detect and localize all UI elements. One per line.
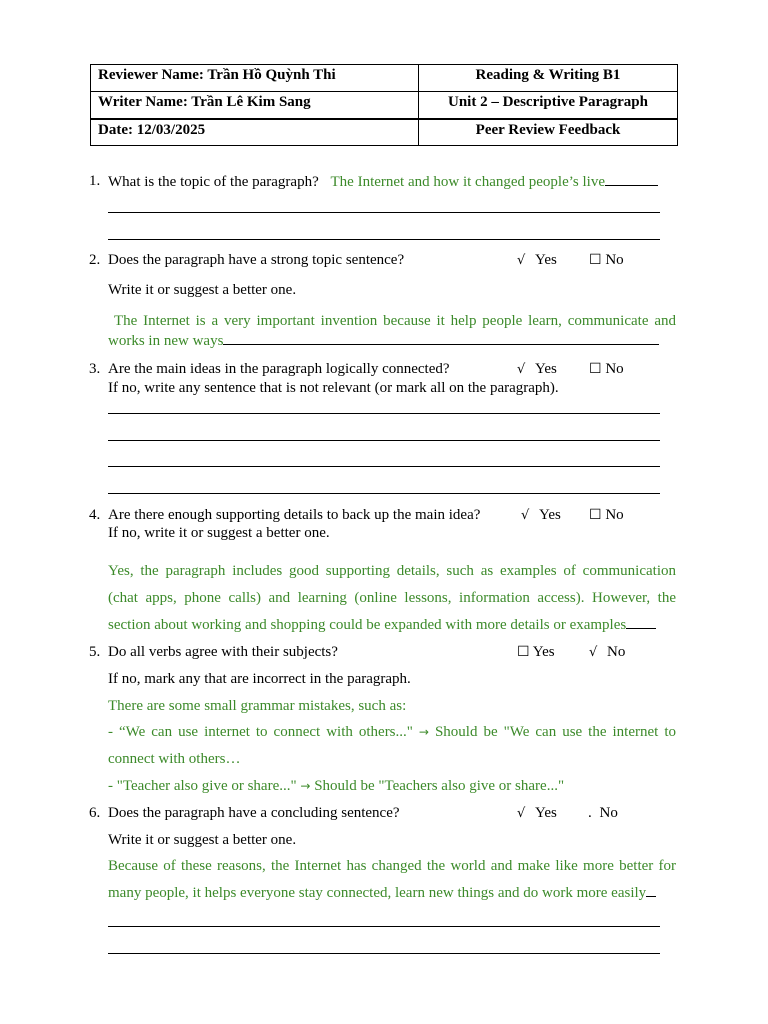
- q3-yes-option[interactable]: [517, 360, 557, 379]
- q1-blank-line-1[interactable]: [108, 212, 660, 213]
- no-label: No: [599, 805, 618, 821]
- q4-yes-option[interactable]: [521, 506, 561, 525]
- checkbox-icon: ☐: [589, 252, 602, 268]
- check-icon: √: [517, 362, 526, 377]
- review-date: Date: 12/03/2025: [91, 119, 419, 146]
- no-label: No: [607, 644, 626, 660]
- q5-answer-intro[interactable]: There are some small grammar mistakes, such as:: [108, 698, 407, 714]
- check-icon: √: [517, 806, 526, 821]
- writer-name: Writer Name: Trần Lê Kim Sang: [91, 92, 419, 119]
- q5-item-2-correction: Should be "Teachers also give or share...": [314, 778, 565, 794]
- header-table: [90, 64, 678, 146]
- checkbox-icon: ☐: [589, 361, 602, 377]
- q5-item-2[interactable]: [108, 777, 564, 795]
- q5-no-option[interactable]: [589, 643, 625, 662]
- q2-fill-line: [223, 331, 659, 345]
- yes-label: Yes: [535, 252, 557, 268]
- q2-prompt: Write it or suggest a better one.: [108, 282, 297, 298]
- q1-answer[interactable]: The Internet and how it changed people’s live: [330, 174, 605, 190]
- form-title: Peer Review Feedback: [419, 119, 678, 146]
- q3-number: 3.: [89, 361, 101, 377]
- arrow-right-icon: →: [418, 725, 429, 739]
- q3-blank-line-3[interactable]: [108, 466, 660, 467]
- q2-yes-option[interactable]: [517, 251, 557, 270]
- checkbox-icon: ☐: [517, 644, 530, 660]
- q6-no-option[interactable]: [588, 804, 618, 822]
- q2-no-option[interactable]: [589, 251, 624, 269]
- q2-number: 2.: [89, 252, 101, 268]
- q6-yes-option[interactable]: [517, 804, 557, 823]
- q6-fill-line: [646, 883, 656, 897]
- no-label: No: [605, 252, 624, 268]
- q1-blank-line-2[interactable]: [108, 239, 660, 240]
- q5-item-2-original: - "Teacher also give or share...": [108, 778, 297, 794]
- q3-no-option[interactable]: [589, 360, 624, 378]
- q1-question: [108, 172, 658, 191]
- q4-fill-line: [626, 615, 656, 629]
- q4-number: 4.: [89, 507, 101, 523]
- q4-question: Are there enough supporting details to back up the main idea?: [108, 507, 481, 523]
- q3-prompt: If no, write any sentence that is not relevant (or mark all on the paragraph).: [108, 380, 559, 396]
- yes-label: Yes: [532, 644, 555, 660]
- q6-blank-line-1[interactable]: [108, 926, 660, 927]
- no-label: No: [605, 507, 624, 523]
- unit-name: Unit 2 – Descriptive Paragraph: [419, 92, 678, 119]
- check-icon: √: [517, 253, 526, 268]
- q4-answer: Yes, the paragraph includes good supporting details, such as examples of communication (chat apps, phone calls) and learning (online lessons, information access). However, the section about working and shopping could be expanded with more details or examples: [108, 563, 676, 633]
- q6-question: Does the paragraph have a concluding sentence?: [108, 805, 400, 821]
- q5-item-1-correction: Should be "We can use the internet to connect with others…: [108, 724, 676, 767]
- q6-prompt: Write it or suggest a better one.: [108, 832, 297, 848]
- q4-answer-block[interactable]: [108, 558, 676, 638]
- no-label: No: [605, 361, 624, 377]
- check-icon: √: [589, 645, 598, 660]
- q3-blank-line-1[interactable]: [108, 413, 660, 414]
- q5-number: 5.: [89, 644, 101, 660]
- q5-yes-option[interactable]: [517, 643, 555, 661]
- no-marker: .: [588, 805, 592, 821]
- q5-prompt: If no, mark any that are incorrect in the paragraph.: [108, 671, 411, 687]
- q6-number: 6.: [89, 805, 101, 821]
- yes-label: Yes: [535, 361, 557, 377]
- q6-answer-block[interactable]: [108, 853, 676, 907]
- arrow-right-icon: →: [300, 779, 311, 793]
- q2-answer: The Internet is a very important invention because it help people learn, communicate and works in new ways: [108, 313, 676, 349]
- checkbox-icon: ☐: [589, 507, 602, 523]
- q2-question: Does the paragraph have a strong topic sentence?: [108, 252, 405, 268]
- yes-label: Yes: [535, 805, 557, 821]
- q6-blank-line-2[interactable]: [108, 953, 660, 954]
- q3-blank-line-4[interactable]: [108, 493, 660, 494]
- course-name: Reading & Writing B1: [419, 65, 678, 92]
- q5-item-1[interactable]: [108, 719, 676, 773]
- q3-question: Are the main ideas in the paragraph logically connected?: [108, 361, 450, 377]
- q4-prompt: If no, write it or suggest a better one.: [108, 525, 330, 541]
- q5-question: Do all verbs agree with their subjects?: [108, 644, 338, 660]
- reviewer-name: Reviewer Name: Trần Hồ Quỳnh Thi: [91, 65, 419, 92]
- q1-fill-line: [605, 172, 658, 186]
- q3-blank-line-2[interactable]: [108, 440, 660, 441]
- check-icon: √: [521, 508, 530, 523]
- q6-answer: Because of these reasons, the Internet has changed the world and make like more better for many people, it helps everyone stay connected, learn new things and do work more easily: [108, 858, 676, 901]
- q1-question-text: What is the topic of the paragraph?: [108, 174, 319, 190]
- q2-answer-block[interactable]: [108, 312, 676, 351]
- yes-label: Yes: [539, 507, 561, 523]
- q4-no-option[interactable]: [589, 506, 624, 524]
- q1-number: 1.: [89, 173, 101, 189]
- q5-item-1-original: - “We can use internet to connect with others...": [108, 724, 413, 740]
